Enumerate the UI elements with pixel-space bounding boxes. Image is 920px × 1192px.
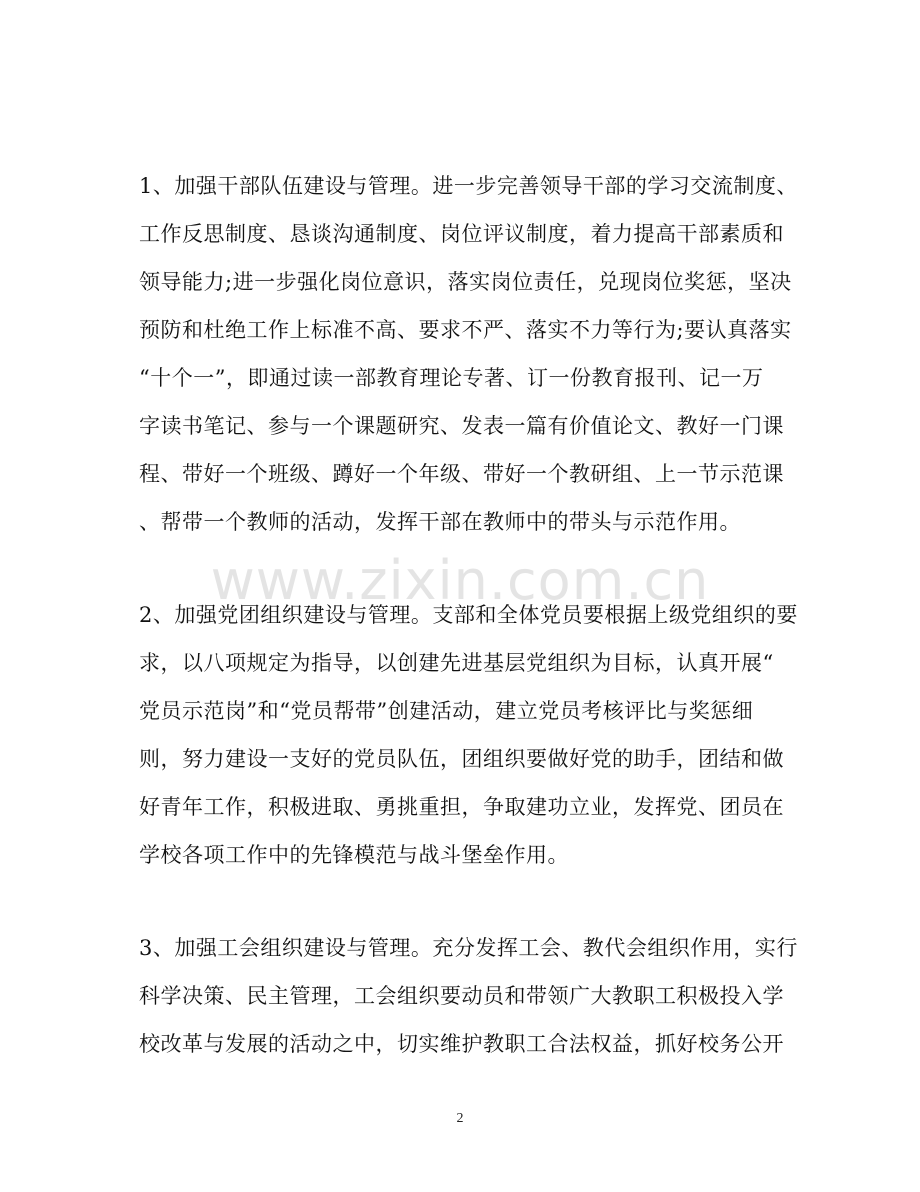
paragraph-1-line-1: 1、加强干部队伍建设与管理。进一步完善领导干部的学习交流制度、 [139, 174, 798, 198]
watermark: www.zixin.com.cn [210, 549, 710, 612]
paragraph-1-line-2: 工作反思制度、恳谈沟通制度、岗位评议制度，着力提高干部素质和 [139, 222, 784, 246]
paragraph-3-line-2: 科学决策、民主管理，工会组织要动员和带领广大教职工积极投入学 [139, 984, 784, 1008]
paragraph-2-line-2: 求，以八项规定为指导，以创建先进基层党组织为目标，认真开展“ [139, 651, 774, 675]
paragraph-1-line-7: 程、带好一个班级、蹲好一个年级、带好一个教研组、上一节示范课 [139, 462, 784, 486]
paragraph-2-line-4: 则，努力建设一支好的党员队伍，团组织要做好党的助手，团结和做 [139, 747, 784, 771]
paragraph-1-line-6: 字读书笔记、参与一个课题研究、发表一篇有价值论文、教好一门课 [139, 414, 784, 438]
paragraph-1-line-4: 预防和杜绝工作上标准不高、要求不严、落实不力等行为;要认真落实 [139, 318, 792, 342]
paragraph-2-line-5: 好青年工作，积极进取、勇挑重担，争取建功立业，发挥党、团员在 [139, 795, 784, 819]
paragraph-3-line-1: 3、加强工会组织建设与管理。充分发挥工会、教代会组织作用，实行 [139, 936, 798, 960]
paragraph-2-line-1: 2、加强党团组织建设与管理。支部和全体党员要根据上级党组织的要 [139, 603, 798, 627]
paragraph-1-line-3: 领导能力;进一步强化岗位意识，落实岗位责任，兑现岗位奖惩，坚决 [139, 270, 792, 294]
paragraph-3-line-3: 校改革与发展的活动之中，切实维护教职工合法权益，抓好校务公开 [139, 1032, 784, 1056]
paragraph-1-line-8: 、帮带一个教师的活动，发挥干部在教师中的带头与示范作用。 [139, 510, 741, 534]
paragraph-2-line-6: 学校各项工作中的先锋模范与战斗堡垒作用。 [139, 843, 569, 867]
paragraph-2-line-3: 党员示范岗”和“党员帮带”创建活动，建立党员考核评比与奖惩细 [139, 699, 754, 723]
page-number: 2 [456, 1111, 464, 1126]
paragraph-1-line-5: “十个一”，即通过读一部教育理论专著、订一份教育报刊、记一万 [139, 366, 764, 390]
